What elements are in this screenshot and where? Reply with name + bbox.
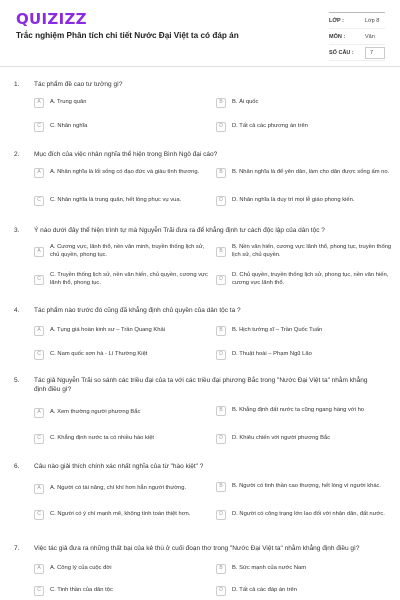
option-letter: D [216,350,226,360]
option-d[interactable] [216,434,392,444]
option-text: A. Tụng giá hoàn kinh sư – Trần Quang Khải [50,327,165,334]
question-text: Ý nào dưới đây thể hiện trình tự mà Nguyễn Trãi đưa ra để khẳng định tư cách độc lập của dân tộc ? [34,227,325,234]
option-letter: B [216,482,226,492]
option-text: C. Nhân nghĩa [50,123,88,130]
question-number: 1. [14,81,20,88]
option-text: D. Thuật hoài – Phạm Ngũ Lão [232,351,312,358]
option-letter: D [216,434,226,444]
option-letter: D [216,275,226,285]
option-text: B. Sức mạnh của nước Nam [232,565,307,572]
option-d[interactable] [216,272,392,287]
option-letter: C [34,586,44,596]
option-letter: B [216,406,226,416]
meta-value: 7 [365,47,385,59]
option-text: C. Truyền thống lịch sử, nền văn hiến, chủ quyền, cương vực lãnh thổ, phong tục. [50,272,208,286]
option-d[interactable] [216,586,392,596]
option-text: B. Hịch tướng sĩ – Trần Quốc Tuấn [232,327,323,334]
option-letter: C [34,122,44,132]
option-letter: A [34,247,44,257]
question-text: Câu nào giải thích chính xác nhất nghĩa của từ "hào kiệt" ? [34,463,204,470]
option-text: A. Công lý của cuộc đời [50,565,112,572]
worksheet-header [0,0,400,62]
option-b[interactable] [216,564,392,574]
meta-row-count [329,45,385,61]
meta-key: LỚP : [329,17,344,24]
option-text: C. Khẳng định nước ta có nhiều hào kiệt [50,435,155,442]
option-text: A. Nhân nghĩa là lối sống có đạo đức và giàu tình thương. [50,169,200,176]
option-a[interactable] [34,484,210,494]
option-b[interactable] [216,482,392,492]
option-text: B. Nền văn hiến, cương vực lãnh thổ, phong tục, truyền thống lịch sử, chủ quyền. [232,244,392,258]
option-letter: B [216,326,226,336]
option-a[interactable] [34,326,210,336]
option-letter: A [34,408,44,418]
meta-key: SỐ CÂU : [329,49,354,56]
meta-row-class [329,13,385,29]
option-a[interactable] [34,564,210,574]
option-letter: D [216,510,226,520]
option-text: B. Khẳng định đất nước ta cũng ngang hàng với ho [232,407,365,414]
question-text: Mục đích của việc nhân nghĩa thể hiện trong Bình Ngô đại cáo? [34,151,218,158]
option-c[interactable] [34,272,210,287]
option-letter: C [34,510,44,520]
option-b[interactable] [216,326,392,336]
option-text: C. Tinh thần của dân tộc [50,587,113,594]
option-text: B. Ái quốc [232,99,259,106]
option-text: A. Cương vực, lãnh thổ, nền văn minh, truyền thống lịch sử, chủ quyền, phong tục. [50,244,205,258]
option-a[interactable] [34,408,210,418]
option-d[interactable] [216,122,386,132]
option-text: D. Nhân nghĩa là duy trì mọi lễ giáo phong kiến. [232,197,355,204]
option-a[interactable] [34,168,210,178]
option-d[interactable] [216,350,392,360]
option-c[interactable] [34,510,210,520]
option-c[interactable] [34,122,194,132]
option-letter: A [34,168,44,178]
meta-value: Lớp 8 [365,17,380,24]
question-text: Tác phẩm đề cao tư tưởng gì? [34,81,123,88]
option-c[interactable] [34,586,210,596]
question-number: 4. [14,307,20,314]
option-letter: C [34,196,44,206]
option-c[interactable] [34,350,210,360]
option-letter: B [216,247,226,257]
option-text: A. Xem thường người phương Bắc [50,409,141,416]
page-title: Trắc nghiệm Phân tích chi tiết Nước Đại Việt ta có đáp án [16,31,239,40]
option-letter: A [34,484,44,494]
option-text: D. Tất cả các phương án trên [232,123,308,130]
option-letter: A [34,564,44,574]
option-letter: B [216,564,226,574]
option-a[interactable] [34,244,210,259]
option-b[interactable] [216,98,386,108]
option-text: D. Khiêu chiến với người phương Bắc [232,435,331,442]
option-text: A. Người có tài năng, chí khí hơn hẳn người thường. [50,485,187,492]
option-a[interactable] [34,98,194,108]
option-letter: D [216,122,226,132]
meta-table [329,12,385,61]
option-text: B. Người có tinh thần cao thượng, hết lòng vì người khác. [232,483,382,490]
question-text: Tác phẩm nào trước đó cũng đã khẳng định chủ quyền của dân tộc ta ? [34,307,241,314]
option-d[interactable] [216,196,392,206]
option-text: C. Người có ý chí mạnh mẽ, không tính toán thiệt hơn. [50,511,191,518]
option-letter: A [34,98,44,108]
option-b[interactable] [216,168,392,178]
question-number: 2. [14,151,20,158]
option-letter: A [34,326,44,336]
option-letter: C [34,434,44,444]
header-divider [0,66,400,67]
option-letter: B [216,168,226,178]
question-text: Việc tác giả đưa ra những thất bại của kẻ thù ở cuối đoạn thơ trong "Nước Đại Việt ta" nhằm khẳng định điều gì? [34,545,360,552]
option-c[interactable] [34,434,210,444]
quizizz-logo: QUIZIZZ [16,10,87,28]
meta-key: MÔN : [329,33,346,40]
question-number: 7. [14,545,20,552]
option-text: C. Nam quốc sơn hà - Lí Thường Kiệt [50,351,148,358]
question-number: 5. [14,377,20,384]
option-letter: D [216,196,226,206]
meta-row-subject [329,29,385,45]
question-number: 6. [14,463,20,470]
option-text: B. Nhân nghĩa là để yên dân, làm cho dân được sống ấm no. [232,169,390,176]
meta-value: Văn [365,33,375,40]
option-text: D. Chủ quyền, truyền thống lịch sử, phong tục, nền văn hiến, cương vực lãnh thổ. [232,272,389,286]
option-letter: C [34,350,44,360]
question-number: 3. [14,227,20,234]
option-text: A. Trung quân [50,99,87,106]
question-text: Tác giả Nguyễn Trãi so sánh các triều đại của ta với các triều đại phương Bắc trong "Nước Đại Việt ta" nhằm khẳng định điều gì? [34,377,368,393]
option-text: D. Người có công trạng lớn lao đối với nhân dân, đất nước. [232,511,385,518]
option-c[interactable] [34,196,210,206]
option-b[interactable] [216,244,392,259]
option-letter: B [216,98,226,108]
option-letter: D [216,586,226,596]
option-letter: C [34,275,44,285]
option-b[interactable] [216,406,392,416]
option-text: D. Tất cả các đáp án trên [232,587,297,594]
option-d[interactable] [216,510,392,520]
option-text: C. Nhân nghĩa là trung quân, hết lòng phục vụ vua. [50,197,182,204]
